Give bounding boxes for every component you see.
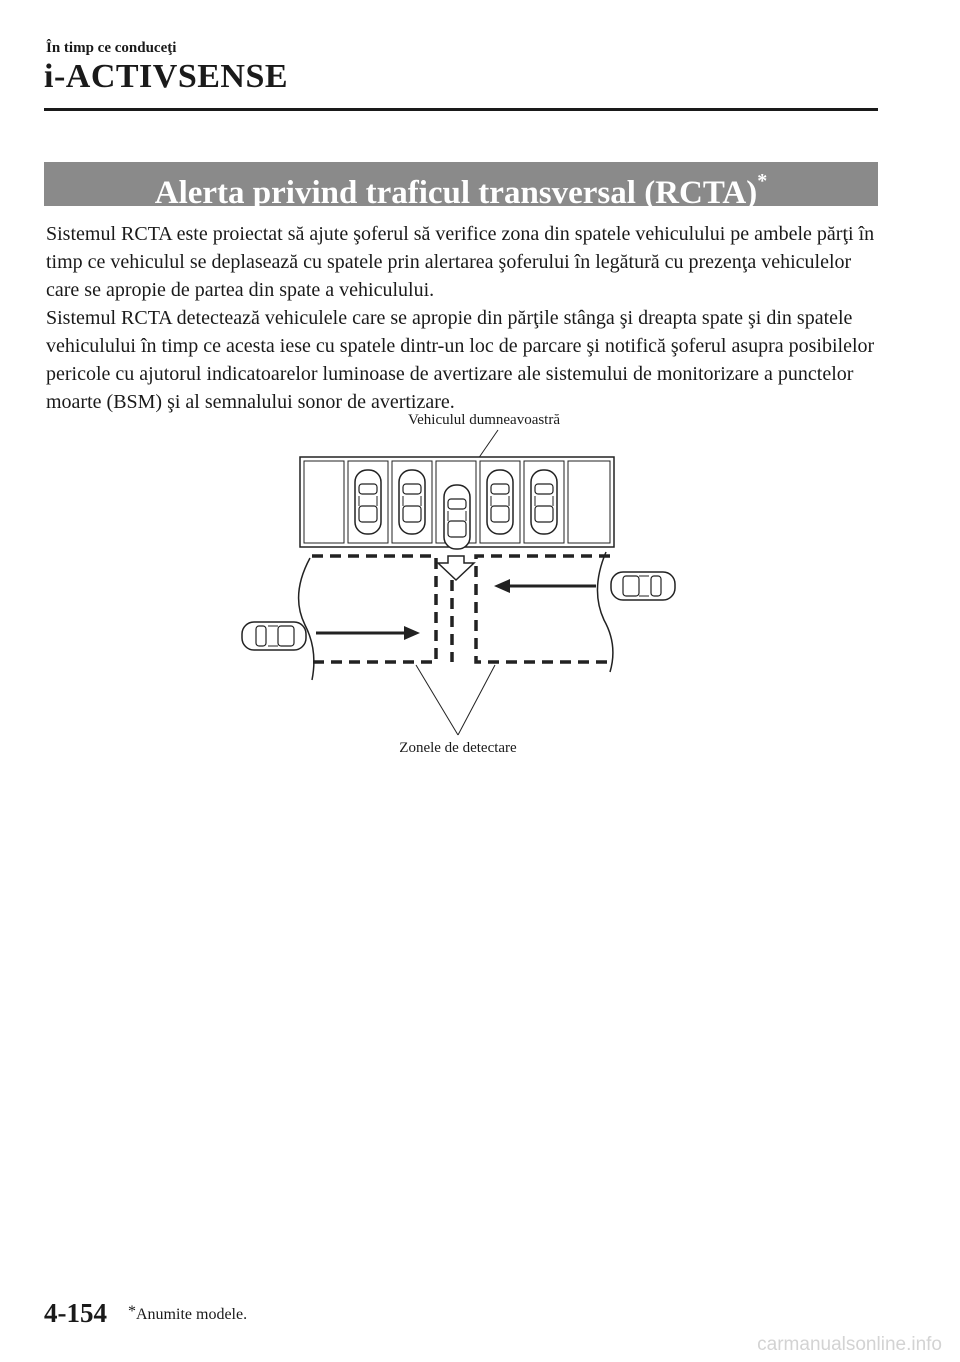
label-your-vehicle: Vehiculul dumneavoastră	[407, 412, 561, 428]
road-edge-left	[299, 558, 314, 680]
page-number: 4-154	[44, 1298, 107, 1328]
banner-title: Alerta privind traficul transversal (RCTA)	[154, 175, 758, 211]
section-title: i-ACTIVSENSE	[44, 58, 289, 95]
title-divider	[44, 108, 878, 111]
leader-zone	[458, 665, 495, 735]
footnote-asterisk: *	[128, 1303, 136, 1320]
arrow-left-icon	[494, 579, 596, 593]
topic-banner	[44, 162, 878, 211]
footnote-text: Anumite modele.	[136, 1306, 248, 1323]
watermark: carmanualsonline.info	[757, 1334, 942, 1355]
body-paragraph: Sistemul RCTA este proiectat să ajute şoferul să verifice zona din spatele vehiculului pe ambele părţi în timp ce vehiculul se deplasează cu spatele prin alertarea şoferului în legătură cu prezenţa vehiculelor care se apropie de partea din spate a vehiculului.	[46, 223, 875, 301]
parked-car	[355, 470, 381, 534]
rcta-diagram	[230, 405, 710, 765]
approaching-car-left	[242, 622, 306, 650]
footnote	[128, 1303, 248, 1324]
body-text	[46, 220, 886, 416]
arrow-right-icon	[316, 626, 420, 640]
parked-car	[531, 470, 557, 534]
banner-asterisk: *	[757, 170, 768, 192]
parked-car	[399, 470, 425, 534]
reverse-arrow-icon	[438, 556, 474, 580]
leader-zone	[416, 665, 458, 735]
parked-car	[487, 470, 513, 534]
road-edge-right	[597, 552, 612, 672]
your-vehicle	[444, 485, 470, 549]
breadcrumb: În timp ce conduceţi	[46, 40, 177, 56]
approaching-car-right	[611, 572, 675, 600]
body-paragraph: Sistemul RCTA detectează vehiculele care se apropie din părţile stânga şi dreapta spate şi din spatele vehiculului în timp ce acesta iese cu spatele dintr-un loc de parcare şi notifică şoferul asupra posibilelor pericole cu ajutorul indicatoarelor luminoase de avertizare ale sistemului de monitorizare a punctelor moarte (BSM) şi al semnalului sonor de avertizare.	[46, 307, 875, 413]
label-detection-zones: Zonele de detectare	[399, 740, 517, 756]
